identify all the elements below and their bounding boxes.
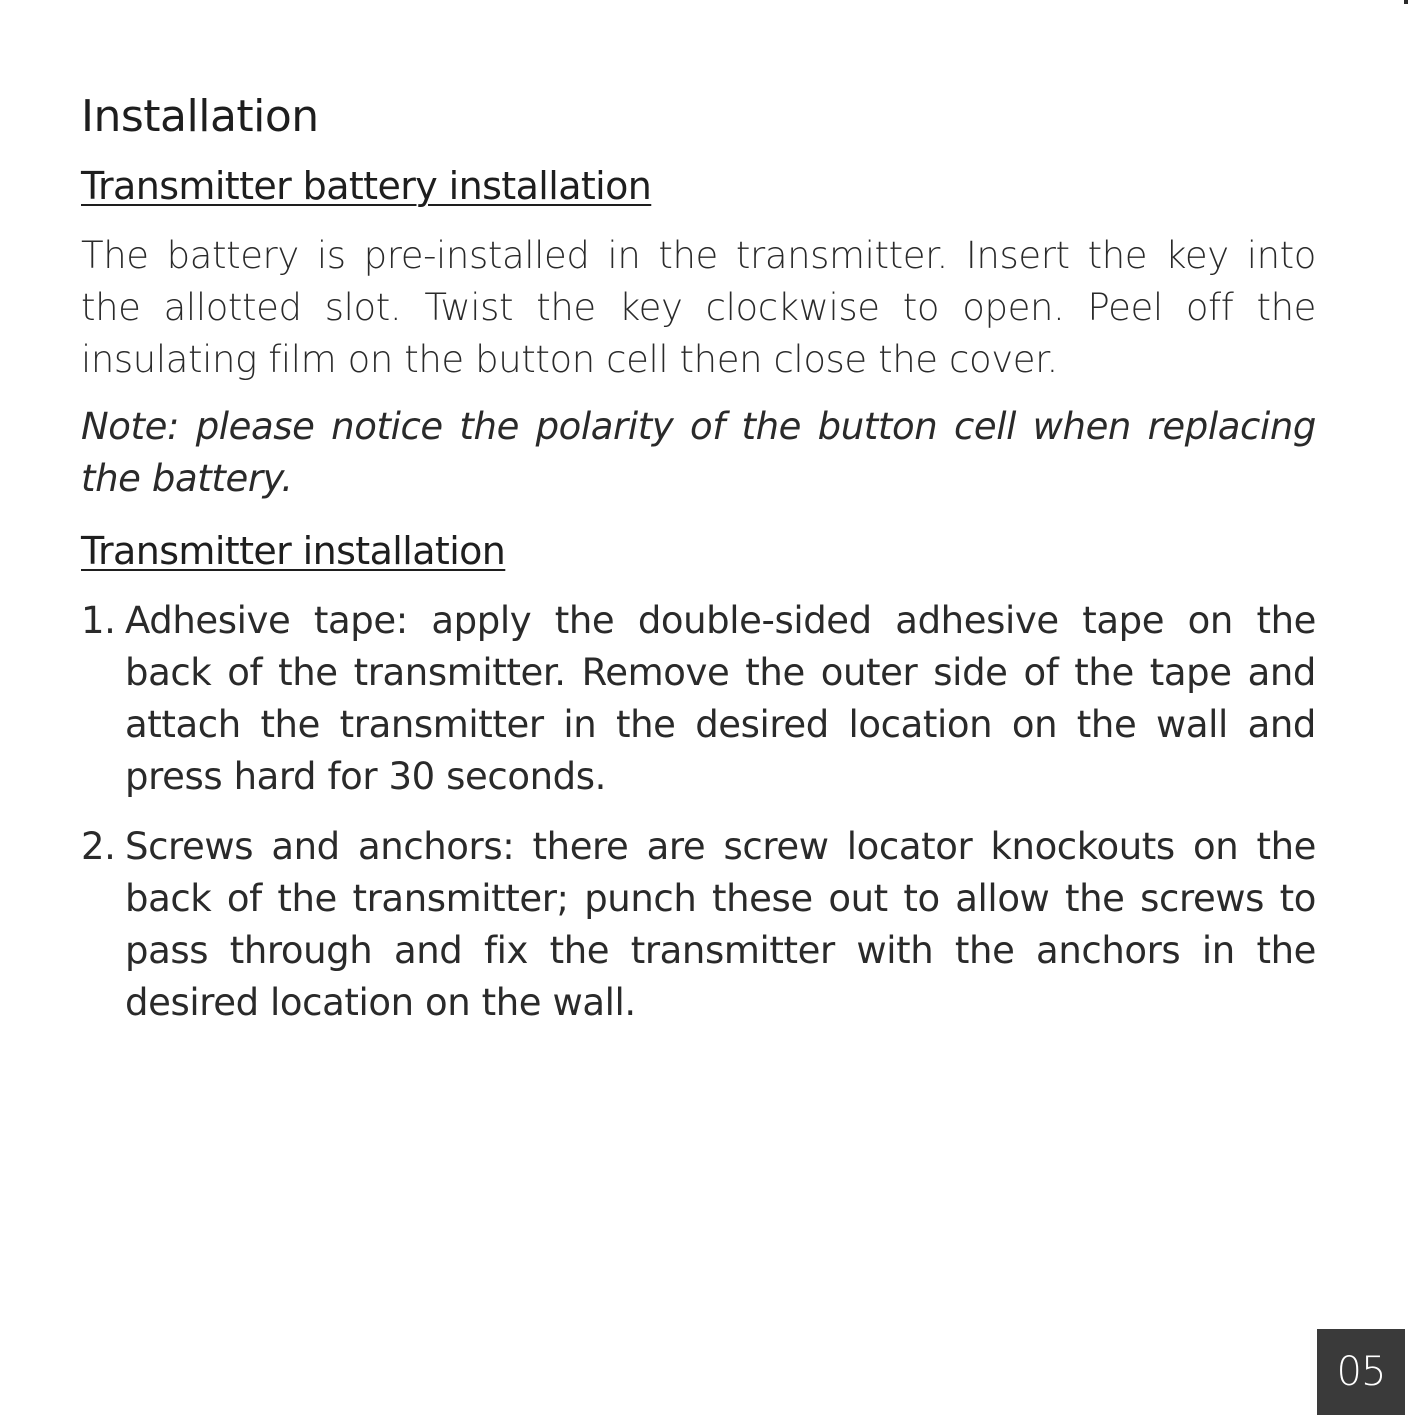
crop-mark xyxy=(1404,0,1408,4)
section-heading-battery: Transmitter battery installation xyxy=(81,164,652,208)
list-item-text: Screws and anchors: there are screw locator knockouts on the back of the transmitter; punch these out to allow the screws to pass through and fix the transmitter with the anchors in the desired location on the wall. xyxy=(125,825,1316,1024)
list-item-number: 2. xyxy=(81,825,116,868)
list-item-number: 1. xyxy=(81,599,116,642)
document-page xyxy=(81,90,1316,1047)
list-item xyxy=(81,595,1316,803)
section-heading-transmitter: Transmitter installation xyxy=(81,529,506,573)
page-number-badge: 05 xyxy=(1317,1329,1405,1415)
list-item-text: Adhesive tape: apply the double-sided adhesive tape on the back of the transmitter. Remove the outer side of the tape and attach the transmitter in the desired location on the wall and press hard for 30 seconds. xyxy=(125,599,1316,798)
battery-installation-section xyxy=(81,162,1316,505)
battery-instructions: The battery is pre-installed in the transmitter. Insert the key into the allotted slot. Twist the key clockwise to open. Peel off the insulating film on the button cell then close the cover. xyxy=(81,234,1316,381)
list-item xyxy=(81,821,1316,1029)
page-title: Installation xyxy=(81,91,319,142)
transmitter-installation-section xyxy=(81,527,1316,1029)
installation-steps xyxy=(81,595,1316,1029)
battery-note: Note: please notice the polarity of the button cell when replacing the battery. xyxy=(81,405,1316,500)
